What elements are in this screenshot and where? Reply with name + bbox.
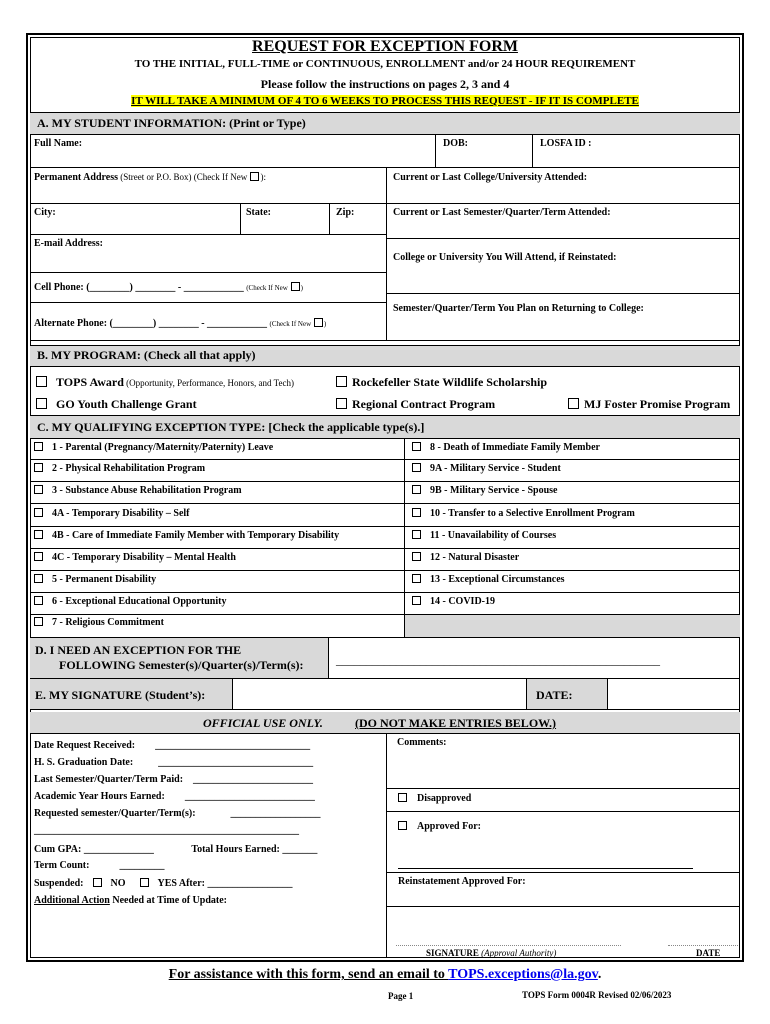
form-subtitle: TO THE INITIAL, FULL-TIME or CONTINUOUS, ENROLLMENT and/or 24 HOUR REQUIREMENT bbox=[134, 58, 636, 70]
approval-signature: SIGNATURE (Approval Authority) bbox=[426, 948, 557, 958]
checkbox[interactable] bbox=[34, 530, 43, 539]
program-regional[interactable]: Regional Contract Program bbox=[336, 397, 495, 412]
checkbox[interactable] bbox=[140, 878, 149, 887]
exception-item[interactable]: 11 - Unavailability of Courses bbox=[412, 530, 556, 541]
divider bbox=[30, 302, 386, 303]
divider bbox=[386, 788, 740, 789]
date-field[interactable] bbox=[608, 679, 740, 709]
divider bbox=[386, 906, 740, 907]
form-revision: TOPS Form 0004R Revised 02/06/2023 bbox=[522, 990, 672, 1000]
divider bbox=[386, 293, 740, 294]
current-college-label: Current or Last College/University Attended: bbox=[393, 172, 588, 183]
requested-term-line2: _____________________________________________________ bbox=[34, 825, 299, 836]
divider bbox=[30, 503, 740, 504]
official-heading-note: (DO NOT MAKE ENTRIES BELOW.) bbox=[355, 716, 557, 730]
form-title: REQUEST FOR EXCEPTION FORM bbox=[252, 38, 518, 55]
checkbox[interactable] bbox=[412, 596, 421, 605]
cell-new-checkbox[interactable] bbox=[291, 282, 300, 291]
checkbox[interactable] bbox=[34, 596, 43, 605]
city-label: City: bbox=[34, 207, 56, 218]
date-received: Date Request Received: _______________________________ bbox=[34, 740, 311, 751]
checkbox[interactable] bbox=[336, 398, 347, 409]
exception-item[interactable]: 4C - Temporary Disability – Mental Health bbox=[34, 552, 236, 563]
section-c-heading: C. MY QUALIFYING EXCEPTION TYPE: [Check the applicable type(s).] bbox=[37, 420, 425, 434]
divider bbox=[30, 570, 740, 571]
divider bbox=[30, 481, 740, 482]
divider bbox=[30, 459, 740, 460]
full-name-field[interactable] bbox=[30, 134, 435, 167]
checkbox[interactable] bbox=[34, 508, 43, 517]
program-mj-foster[interactable]: MJ Foster Promise Program bbox=[568, 397, 730, 412]
address-new-checkbox[interactable] bbox=[250, 172, 259, 181]
checkbox[interactable] bbox=[34, 574, 43, 583]
checkbox[interactable] bbox=[412, 552, 421, 561]
divider bbox=[386, 872, 740, 873]
exception-item[interactable]: 1 - Parental (Pregnancy/Maternity/Paternity) Leave bbox=[34, 442, 273, 453]
form-instructions: Please follow the instructions on pages 2, 3 and 4 bbox=[260, 77, 510, 91]
alt-phone-label: Alternate Phone: (________) ________ - ____________ (Check If New ) bbox=[34, 318, 327, 329]
student-signature-field[interactable] bbox=[233, 679, 526, 709]
permanent-address-label: Permanent Address (Street or P.O. Box) (Check If New ): bbox=[34, 172, 266, 183]
divider bbox=[386, 238, 740, 239]
exception-item[interactable]: 7 - Religious Commitment bbox=[34, 617, 164, 628]
support-email-link[interactable]: TOPS.exceptions@la.gov bbox=[448, 967, 598, 982]
checkbox[interactable] bbox=[34, 617, 43, 626]
requested-term: Requested semester/Quarter/Term(s): __________________ bbox=[34, 808, 321, 819]
divider bbox=[30, 526, 740, 527]
exception-item[interactable]: 3 - Substance Abuse Rehabilitation Program bbox=[34, 485, 242, 496]
exception-item[interactable]: 9B - Military Service - Spouse bbox=[412, 485, 557, 496]
checkbox[interactable] bbox=[568, 398, 579, 409]
divider bbox=[240, 203, 241, 234]
signature-label: E. MY SIGNATURE (Student’s): bbox=[35, 688, 206, 702]
checkbox[interactable] bbox=[36, 376, 47, 387]
divider bbox=[30, 234, 386, 235]
dob-label: DOB: bbox=[443, 138, 468, 149]
divider bbox=[386, 811, 740, 812]
exception-item[interactable]: 13 - Exceptional Circumstances bbox=[412, 574, 565, 585]
divider bbox=[526, 679, 527, 709]
checkbox[interactable] bbox=[398, 821, 407, 830]
divider bbox=[30, 203, 740, 204]
exception-item[interactable]: 4A - Temporary Disability – Self bbox=[34, 508, 190, 519]
divider bbox=[30, 709, 740, 710]
hs-grad: H. S. Graduation Date: _______________________________ bbox=[34, 757, 314, 768]
official-heading: OFFICIAL USE ONLY. bbox=[203, 716, 323, 730]
zip-label: Zip: bbox=[336, 207, 355, 218]
exception-item[interactable]: 4B - Care of Immediate Family Member with Temporary Disability bbox=[34, 530, 339, 541]
divider bbox=[30, 438, 740, 439]
full-name-label: Full Name: bbox=[34, 138, 83, 149]
divider bbox=[30, 366, 740, 367]
exception-item[interactable]: 6 - Exceptional Educational Opportunity bbox=[34, 596, 226, 607]
exception-terms-input[interactable]: ______________________________________________________ bbox=[336, 653, 660, 667]
checkbox[interactable] bbox=[412, 463, 421, 472]
checkbox[interactable] bbox=[398, 793, 407, 802]
program-go-youth[interactable]: GO Youth Challenge Grant bbox=[36, 397, 197, 412]
checkbox[interactable] bbox=[34, 442, 43, 451]
checkbox[interactable] bbox=[34, 463, 43, 472]
term-count: Term Count: _________ bbox=[34, 860, 165, 871]
divider bbox=[328, 638, 329, 678]
section-a-heading: A. MY STUDENT INFORMATION: (Print or Type) bbox=[37, 116, 306, 130]
section-d-line1: D. I NEED AN EXCEPTION FOR THE bbox=[35, 643, 242, 657]
divider bbox=[30, 614, 740, 615]
shaded-cell bbox=[405, 615, 740, 637]
checkbox[interactable] bbox=[412, 485, 421, 494]
approved-for: Approved For: bbox=[398, 821, 481, 832]
date-line bbox=[668, 945, 738, 946]
semester-return-label: Semester/Quarter/Term You Plan on Returning to College: bbox=[393, 303, 644, 314]
divider bbox=[30, 345, 740, 346]
program-tops[interactable]: TOPS Award (Opportunity, Performance, Honors, and Tech) bbox=[36, 375, 294, 390]
current-term-label: Current or Last Semester/Quarter/Term Attended: bbox=[393, 207, 611, 218]
divider bbox=[30, 340, 740, 341]
divider bbox=[386, 733, 387, 958]
date-label: DATE: bbox=[536, 688, 573, 702]
checkbox[interactable] bbox=[93, 878, 102, 887]
email-label: E-mail Address: bbox=[34, 238, 103, 249]
dob-field[interactable] bbox=[436, 134, 532, 167]
divider bbox=[386, 167, 387, 340]
program-rockefeller[interactable]: Rockefeller State Wildlife Scholarship bbox=[336, 375, 547, 390]
exception-item[interactable]: 2 - Physical Rehabilitation Program bbox=[34, 463, 205, 474]
reinstatement: Reinstatement Approved For: bbox=[398, 876, 526, 887]
last-term-paid: Last Semester/Quarter/Term Paid: ________________________ bbox=[34, 774, 314, 785]
divider bbox=[30, 167, 740, 168]
cum-gpa: Cum GPA: ______________ Total Hours Earned: _______ bbox=[34, 844, 318, 855]
cell-phone-label: Cell Phone: (________) ________ - ____________ (Check If New ) bbox=[34, 282, 303, 293]
approval-date: DATE bbox=[696, 948, 721, 958]
section-b-heading: B. MY PROGRAM: (Check all that apply) bbox=[37, 348, 256, 362]
exception-item[interactable]: 5 - Permanent Disability bbox=[34, 574, 156, 585]
checkbox[interactable] bbox=[34, 552, 43, 561]
section-d-line2: FOLLOWING Semester(s)/Quarter(s)/Term(s): bbox=[59, 658, 304, 672]
checkbox[interactable] bbox=[34, 485, 43, 494]
losfa-id-field[interactable] bbox=[533, 134, 740, 167]
checkbox[interactable] bbox=[412, 530, 421, 539]
checkbox[interactable] bbox=[336, 376, 347, 387]
college-attend-label: College or University You Will Attend, if Reinstated: bbox=[393, 252, 617, 263]
suspended: Suspended: NO YES After: _________________ bbox=[34, 878, 293, 889]
disapproved: Disapproved bbox=[398, 793, 471, 804]
state-label: State: bbox=[246, 207, 271, 218]
exception-item[interactable]: 10 - Transfer to a Selective Enrollment Program bbox=[412, 508, 635, 519]
divider bbox=[30, 272, 386, 273]
page-number: Page 1 bbox=[388, 991, 414, 1001]
checkbox[interactable] bbox=[412, 574, 421, 583]
processing-warning: IT WILL TAKE A MINIMUM OF 4 TO 6 WEEKS TO PROCESS THIS REQUEST - IF IT IS COMPLETE bbox=[131, 95, 639, 107]
losfa-id-label: LOSFA ID : bbox=[540, 138, 592, 149]
divider bbox=[404, 438, 405, 637]
signature-line bbox=[396, 945, 621, 946]
exception-item[interactable]: 8 - Death of Immediate Family Member bbox=[412, 442, 600, 453]
academic-hours: Academic Year Hours Earned: __________________________ bbox=[34, 791, 315, 802]
additional-action: Additional Action Needed at Time of Update: bbox=[34, 895, 227, 906]
checkbox[interactable] bbox=[36, 398, 47, 409]
checkbox[interactable] bbox=[412, 508, 421, 517]
checkbox[interactable] bbox=[412, 442, 421, 451]
assistance-text: For assistance with this form, send an email to TOPS.exceptions@la.gov. bbox=[168, 967, 602, 982]
comments-label: Comments: bbox=[397, 737, 447, 748]
divider bbox=[30, 733, 740, 734]
exception-item[interactable]: 12 - Natural Disaster bbox=[412, 552, 519, 563]
divider bbox=[30, 548, 740, 549]
divider bbox=[329, 203, 330, 234]
approved-line bbox=[398, 868, 693, 869]
exception-item[interactable]: 9A - Military Service - Student bbox=[412, 463, 561, 474]
exception-item[interactable]: 14 - COVID-19 bbox=[412, 596, 495, 607]
divider bbox=[30, 592, 740, 593]
alt-phone-new-checkbox[interactable] bbox=[314, 318, 323, 327]
